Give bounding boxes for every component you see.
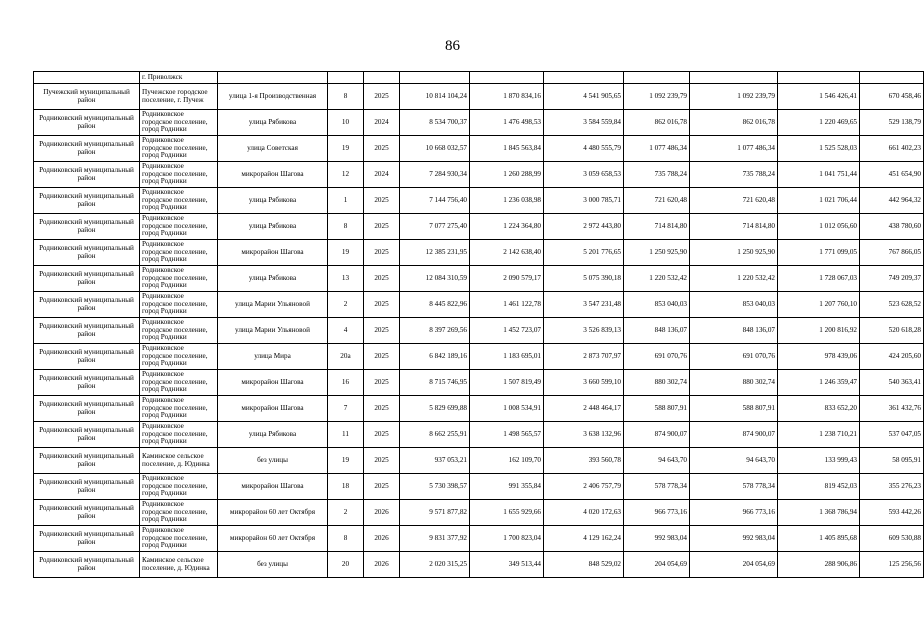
- street-cell: микрорайон Шагова: [218, 240, 328, 266]
- value-col-5-cell: 1 220 469,65: [778, 110, 860, 136]
- value-col-4-cell: 992 983,04: [690, 526, 778, 552]
- value-col-3-cell: 862 016,78: [624, 110, 690, 136]
- street-cell: улица 1-я Производственная: [218, 84, 328, 110]
- cost-total-cell: 5 730 398,57: [400, 474, 470, 500]
- value-col-2-cell: 3 526 839,13: [544, 318, 624, 344]
- municipal-district-cell: Родниковский муниципальный район: [34, 188, 140, 214]
- municipal-district-cell: Родниковский муниципальный район: [34, 266, 140, 292]
- value-col-4-cell: 1 250 925,90: [690, 240, 778, 266]
- settlement-cell: Родниковское городское поселение, город Родники: [140, 422, 218, 448]
- street-cell: улица Марии Ульяновой: [218, 292, 328, 318]
- year-cell: 2024: [364, 162, 400, 188]
- house-number-cell: 18: [328, 474, 364, 500]
- value-col-3-cell: 1 250 925,90: [624, 240, 690, 266]
- table-row: [34, 240, 924, 266]
- table-row: [34, 188, 924, 214]
- value-col-6-cell: 540 363,41: [860, 370, 924, 396]
- municipal-district-cell: Пучежский муниципальный район: [34, 84, 140, 110]
- street-cell: улица Советская: [218, 136, 328, 162]
- value-col-5-cell: 978 439,06: [778, 344, 860, 370]
- municipal-district-cell: Родниковский муниципальный район: [34, 162, 140, 188]
- municipal-district-cell: [34, 72, 140, 84]
- value-col-4-cell: 874 900,07: [690, 422, 778, 448]
- value-col-3-cell: 1 220 532,42: [624, 266, 690, 292]
- value-col-1-cell: 1 870 834,16: [470, 84, 544, 110]
- value-col-5-cell: 1 200 816,92: [778, 318, 860, 344]
- value-col-6-cell: 520 618,28: [860, 318, 924, 344]
- house-number-cell: 10: [328, 110, 364, 136]
- year-cell: 2025: [364, 422, 400, 448]
- value-col-4-cell: 853 040,03: [690, 292, 778, 318]
- value-col-5-cell: 1 405 895,68: [778, 526, 860, 552]
- street-cell: улица Рябикова: [218, 266, 328, 292]
- value-col-4-cell: 588 807,91: [690, 396, 778, 422]
- value-col-1-cell: 1 476 498,53: [470, 110, 544, 136]
- value-col-5-cell: 1 021 706,44: [778, 188, 860, 214]
- table-row: [34, 448, 924, 474]
- value-col-1-cell: 1 498 565,57: [470, 422, 544, 448]
- table-row: [34, 162, 924, 188]
- value-col-2-cell: 4 541 905,65: [544, 84, 624, 110]
- house-number-cell: 2: [328, 500, 364, 526]
- cost-total-cell: 7 077 275,40: [400, 214, 470, 240]
- value-col-6-cell: 537 047,05: [860, 422, 924, 448]
- year-cell: 2025: [364, 370, 400, 396]
- settlement-cell: Родниковское городское поселение, город Родники: [140, 474, 218, 500]
- municipal-district-cell: Родниковский муниципальный район: [34, 500, 140, 526]
- cost-total-cell: 8 397 269,56: [400, 318, 470, 344]
- settlement-cell: Родниковское городское поселение, город Родники: [140, 344, 218, 370]
- settlement-cell: Родниковское городское поселение, город Родники: [140, 396, 218, 422]
- value-col-6-cell: 58 095,91: [860, 448, 924, 474]
- value-col-3-cell: 1 092 239,79: [624, 84, 690, 110]
- year-cell: 2025: [364, 448, 400, 474]
- settlement-cell: Родниковское городское поселение, город Родники: [140, 370, 218, 396]
- house-number-cell: 19: [328, 240, 364, 266]
- value-col-5-cell: 1 525 528,03: [778, 136, 860, 162]
- street-cell: микрорайон Шагова: [218, 474, 328, 500]
- street-cell: микрорайон Шагова: [218, 396, 328, 422]
- value-col-4-cell: 880 302,74: [690, 370, 778, 396]
- value-col-5-cell: 288 906,86: [778, 552, 860, 578]
- house-number-cell: 2: [328, 292, 364, 318]
- value-col-1-cell: 1 507 819,49: [470, 370, 544, 396]
- value-col-1-cell: 1 224 364,80: [470, 214, 544, 240]
- table-row: [34, 292, 924, 318]
- year-cell: 2024: [364, 110, 400, 136]
- street-cell: микрорайон 60 лет Октября: [218, 500, 328, 526]
- value-col-4-cell: 204 054,69: [690, 552, 778, 578]
- value-col-5-cell: [778, 72, 860, 84]
- cost-total-cell: 8 445 822,96: [400, 292, 470, 318]
- cost-total-cell: [400, 72, 470, 84]
- settlement-cell: Родниковское городское поселение, город Родники: [140, 292, 218, 318]
- municipal-district-cell: Родниковский муниципальный район: [34, 422, 140, 448]
- house-number-cell: 8: [328, 84, 364, 110]
- value-col-4-cell: 1 092 239,79: [690, 84, 778, 110]
- table-row: [34, 344, 924, 370]
- municipal-district-cell: Родниковский муниципальный район: [34, 526, 140, 552]
- value-col-6-cell: 749 209,37: [860, 266, 924, 292]
- municipal-district-cell: Родниковский муниципальный район: [34, 318, 140, 344]
- value-col-4-cell: 578 778,34: [690, 474, 778, 500]
- settlement-cell: Пучежское городское поселение, г. Пучеж: [140, 84, 218, 110]
- cost-total-cell: 9 571 877,82: [400, 500, 470, 526]
- value-col-5-cell: 833 652,20: [778, 396, 860, 422]
- value-col-2-cell: 3 660 599,10: [544, 370, 624, 396]
- settlement-cell: Родниковское городское поселение, город Родники: [140, 162, 218, 188]
- value-col-4-cell: 848 136,07: [690, 318, 778, 344]
- value-col-3-cell: 848 136,07: [624, 318, 690, 344]
- value-col-1-cell: 1 008 534,91: [470, 396, 544, 422]
- house-number-cell: 11: [328, 422, 364, 448]
- value-col-2-cell: [544, 72, 624, 84]
- value-col-3-cell: 880 302,74: [624, 370, 690, 396]
- cost-total-cell: 5 829 699,88: [400, 396, 470, 422]
- settlement-cell: Каминское сельское поселение, д. Юдинка: [140, 448, 218, 474]
- value-col-2-cell: 5 075 390,18: [544, 266, 624, 292]
- value-col-3-cell: 588 807,91: [624, 396, 690, 422]
- house-number-cell: 8: [328, 214, 364, 240]
- value-col-1-cell: 1 655 929,66: [470, 500, 544, 526]
- value-col-5-cell: 1 771 099,05: [778, 240, 860, 266]
- housing-register-table: [33, 71, 924, 578]
- cost-total-cell: 7 144 756,40: [400, 188, 470, 214]
- year-cell: 2025: [364, 266, 400, 292]
- municipal-district-cell: Родниковский муниципальный район: [34, 292, 140, 318]
- value-col-3-cell: 992 983,04: [624, 526, 690, 552]
- house-number-cell: [328, 72, 364, 84]
- value-col-2-cell: 3 547 231,48: [544, 292, 624, 318]
- cost-total-cell: 6 842 189,16: [400, 344, 470, 370]
- value-col-6-cell: 442 964,32: [860, 188, 924, 214]
- settlement-cell: Родниковское городское поселение, город Родники: [140, 136, 218, 162]
- street-cell: [218, 72, 328, 84]
- settlement-cell: Родниковское городское поселение, город Родники: [140, 266, 218, 292]
- value-col-1-cell: [470, 72, 544, 84]
- value-col-1-cell: 162 109,70: [470, 448, 544, 474]
- value-col-6-cell: 670 458,46: [860, 84, 924, 110]
- cost-total-cell: 7 284 930,34: [400, 162, 470, 188]
- year-cell: 2025: [364, 292, 400, 318]
- table-row: [34, 474, 924, 500]
- table-row: [34, 396, 924, 422]
- value-col-2-cell: 3 059 658,53: [544, 162, 624, 188]
- value-col-5-cell: 1 728 067,03: [778, 266, 860, 292]
- cost-total-cell: 8 715 746,95: [400, 370, 470, 396]
- street-cell: без улицы: [218, 448, 328, 474]
- value-col-4-cell: 1 077 486,34: [690, 136, 778, 162]
- value-col-2-cell: 393 560,78: [544, 448, 624, 474]
- house-number-cell: 19: [328, 448, 364, 474]
- value-col-3-cell: 691 070,76: [624, 344, 690, 370]
- value-col-3-cell: 1 077 486,34: [624, 136, 690, 162]
- year-cell: 2025: [364, 136, 400, 162]
- settlement-cell: Каминское сельское поселение, д. Юдинка: [140, 552, 218, 578]
- settlement-cell: Родниковское городское поселение, город Родники: [140, 188, 218, 214]
- street-cell: микрорайон 60 лет Октября: [218, 526, 328, 552]
- settlement-cell: Родниковское городское поселение, город Родники: [140, 526, 218, 552]
- value-col-3-cell: 714 814,80: [624, 214, 690, 240]
- value-col-1-cell: 2 090 579,17: [470, 266, 544, 292]
- municipal-district-cell: Родниковский муниципальный район: [34, 240, 140, 266]
- value-col-6-cell: 451 654,90: [860, 162, 924, 188]
- year-cell: 2025: [364, 474, 400, 500]
- cost-total-cell: 2 020 315,25: [400, 552, 470, 578]
- value-col-5-cell: 1 546 426,41: [778, 84, 860, 110]
- municipal-district-cell: Родниковский муниципальный район: [34, 474, 140, 500]
- house-number-cell: 13: [328, 266, 364, 292]
- street-cell: улица Мира: [218, 344, 328, 370]
- value-col-2-cell: 4 020 172,63: [544, 500, 624, 526]
- municipal-district-cell: Родниковский муниципальный район: [34, 344, 140, 370]
- cost-total-cell: 12 385 231,95: [400, 240, 470, 266]
- table-row-continued: [34, 72, 924, 84]
- table-row: [34, 500, 924, 526]
- value-col-1-cell: 1 452 723,07: [470, 318, 544, 344]
- value-col-1-cell: 1 260 288,99: [470, 162, 544, 188]
- value-col-5-cell: 819 452,03: [778, 474, 860, 500]
- value-col-2-cell: 2 448 464,17: [544, 396, 624, 422]
- table-row: [34, 84, 924, 110]
- cost-total-cell: 8 662 255,91: [400, 422, 470, 448]
- value-col-4-cell: 1 220 532,42: [690, 266, 778, 292]
- value-col-6-cell: 361 432,76: [860, 396, 924, 422]
- value-col-3-cell: 94 643,70: [624, 448, 690, 474]
- value-col-4-cell: 94 643,70: [690, 448, 778, 474]
- year-cell: 2025: [364, 240, 400, 266]
- year-cell: 2025: [364, 318, 400, 344]
- value-col-5-cell: 1 041 751,44: [778, 162, 860, 188]
- value-col-4-cell: 691 070,76: [690, 344, 778, 370]
- house-number-cell: 7: [328, 396, 364, 422]
- value-col-3-cell: 853 040,03: [624, 292, 690, 318]
- house-number-cell: 20а: [328, 344, 364, 370]
- table-row: [34, 552, 924, 578]
- value-col-3-cell: [624, 72, 690, 84]
- street-cell: без улицы: [218, 552, 328, 578]
- house-number-cell: 12: [328, 162, 364, 188]
- value-col-2-cell: 2 406 757,79: [544, 474, 624, 500]
- table-row: [34, 370, 924, 396]
- year-cell: 2026: [364, 552, 400, 578]
- value-col-3-cell: 578 778,34: [624, 474, 690, 500]
- table-row: [34, 214, 924, 240]
- value-col-6-cell: 609 530,88: [860, 526, 924, 552]
- house-number-cell: 1: [328, 188, 364, 214]
- value-col-4-cell: 966 773,16: [690, 500, 778, 526]
- municipal-district-cell: Родниковский муниципальный район: [34, 136, 140, 162]
- value-col-6-cell: [860, 72, 924, 84]
- value-col-2-cell: 3 584 559,84: [544, 110, 624, 136]
- value-col-6-cell: 355 276,23: [860, 474, 924, 500]
- value-col-1-cell: 2 142 638,40: [470, 240, 544, 266]
- value-col-4-cell: 714 814,80: [690, 214, 778, 240]
- value-col-4-cell: [690, 72, 778, 84]
- municipal-district-cell: Родниковский муниципальный район: [34, 370, 140, 396]
- value-col-5-cell: 1 238 710,21: [778, 422, 860, 448]
- cost-total-cell: 12 084 310,59: [400, 266, 470, 292]
- year-cell: 2025: [364, 188, 400, 214]
- value-col-4-cell: 735 788,24: [690, 162, 778, 188]
- street-cell: улица Рябикова: [218, 110, 328, 136]
- value-col-6-cell: 424 205,60: [860, 344, 924, 370]
- year-cell: 2026: [364, 500, 400, 526]
- value-col-6-cell: 593 442,26: [860, 500, 924, 526]
- street-cell: микрорайон Шагова: [218, 370, 328, 396]
- cost-total-cell: 10 668 032,57: [400, 136, 470, 162]
- cost-total-cell: 937 053,21: [400, 448, 470, 474]
- value-col-2-cell: 3 638 132,96: [544, 422, 624, 448]
- table-row: [34, 266, 924, 292]
- settlement-cell: г. Приволжск: [140, 72, 218, 84]
- value-col-2-cell: 2 972 443,80: [544, 214, 624, 240]
- value-col-5-cell: 1 246 359,47: [778, 370, 860, 396]
- settlement-cell: Родниковское городское поселение, город Родники: [140, 500, 218, 526]
- value-col-5-cell: 133 999,43: [778, 448, 860, 474]
- value-col-1-cell: 1 700 823,04: [470, 526, 544, 552]
- municipal-district-cell: Родниковский муниципальный район: [34, 396, 140, 422]
- house-number-cell: 16: [328, 370, 364, 396]
- value-col-6-cell: 438 780,60: [860, 214, 924, 240]
- year-cell: 2025: [364, 214, 400, 240]
- house-number-cell: 8: [328, 526, 364, 552]
- municipal-district-cell: Родниковский муниципальный район: [34, 110, 140, 136]
- value-col-4-cell: 721 620,48: [690, 188, 778, 214]
- value-col-2-cell: 4 480 555,79: [544, 136, 624, 162]
- cost-total-cell: 9 831 377,92: [400, 526, 470, 552]
- value-col-5-cell: 1 368 786,94: [778, 500, 860, 526]
- cost-total-cell: 10 814 104,24: [400, 84, 470, 110]
- value-col-3-cell: 874 900,07: [624, 422, 690, 448]
- page-number: 86: [445, 38, 460, 54]
- value-col-1-cell: 1 845 563,84: [470, 136, 544, 162]
- value-col-2-cell: 3 000 785,71: [544, 188, 624, 214]
- value-col-6-cell: 523 628,52: [860, 292, 924, 318]
- year-cell: 2025: [364, 344, 400, 370]
- municipal-district-cell: Родниковский муниципальный район: [34, 214, 140, 240]
- street-cell: улица Марии Ульяновой: [218, 318, 328, 344]
- value-col-2-cell: 2 873 707,97: [544, 344, 624, 370]
- house-number-cell: 19: [328, 136, 364, 162]
- value-col-1-cell: 1 183 695,01: [470, 344, 544, 370]
- street-cell: микрорайон Шагова: [218, 162, 328, 188]
- street-cell: улица Рябикова: [218, 188, 328, 214]
- value-col-6-cell: 661 402,23: [860, 136, 924, 162]
- value-col-3-cell: 204 054,69: [624, 552, 690, 578]
- value-col-1-cell: 1 461 122,78: [470, 292, 544, 318]
- table-row: [34, 110, 924, 136]
- value-col-1-cell: 349 513,44: [470, 552, 544, 578]
- settlement-cell: Родниковское городское поселение, город Родники: [140, 240, 218, 266]
- value-col-6-cell: 125 256,56: [860, 552, 924, 578]
- table-row: [34, 318, 924, 344]
- value-col-3-cell: 966 773,16: [624, 500, 690, 526]
- cost-total-cell: 8 534 700,37: [400, 110, 470, 136]
- value-col-1-cell: 1 236 038,98: [470, 188, 544, 214]
- value-col-3-cell: 721 620,48: [624, 188, 690, 214]
- year-cell: 2025: [364, 396, 400, 422]
- table-row: [34, 526, 924, 552]
- table-row: [34, 136, 924, 162]
- value-col-5-cell: 1 207 760,10: [778, 292, 860, 318]
- year-cell: [364, 72, 400, 84]
- value-col-2-cell: 5 201 776,65: [544, 240, 624, 266]
- street-cell: улица Рябикова: [218, 214, 328, 240]
- settlement-cell: Родниковское городское поселение, город Родники: [140, 214, 218, 240]
- municipal-district-cell: Родниковский муниципальный район: [34, 448, 140, 474]
- year-cell: 2025: [364, 84, 400, 110]
- settlement-cell: Родниковское городское поселение, город Родники: [140, 110, 218, 136]
- value-col-5-cell: 1 012 056,60: [778, 214, 860, 240]
- value-col-1-cell: 991 355,84: [470, 474, 544, 500]
- value-col-2-cell: 4 129 162,24: [544, 526, 624, 552]
- settlement-cell: Родниковское городское поселение, город Родники: [140, 318, 218, 344]
- municipal-district-cell: Родниковский муниципальный район: [34, 552, 140, 578]
- table-row: [34, 422, 924, 448]
- value-col-6-cell: 529 138,79: [860, 110, 924, 136]
- value-col-4-cell: 862 016,78: [690, 110, 778, 136]
- year-cell: 2026: [364, 526, 400, 552]
- house-number-cell: 4: [328, 318, 364, 344]
- street-cell: улица Рябикова: [218, 422, 328, 448]
- value-col-2-cell: 848 529,02: [544, 552, 624, 578]
- value-col-6-cell: 767 866,05: [860, 240, 924, 266]
- house-number-cell: 20: [328, 552, 364, 578]
- value-col-3-cell: 735 788,24: [624, 162, 690, 188]
